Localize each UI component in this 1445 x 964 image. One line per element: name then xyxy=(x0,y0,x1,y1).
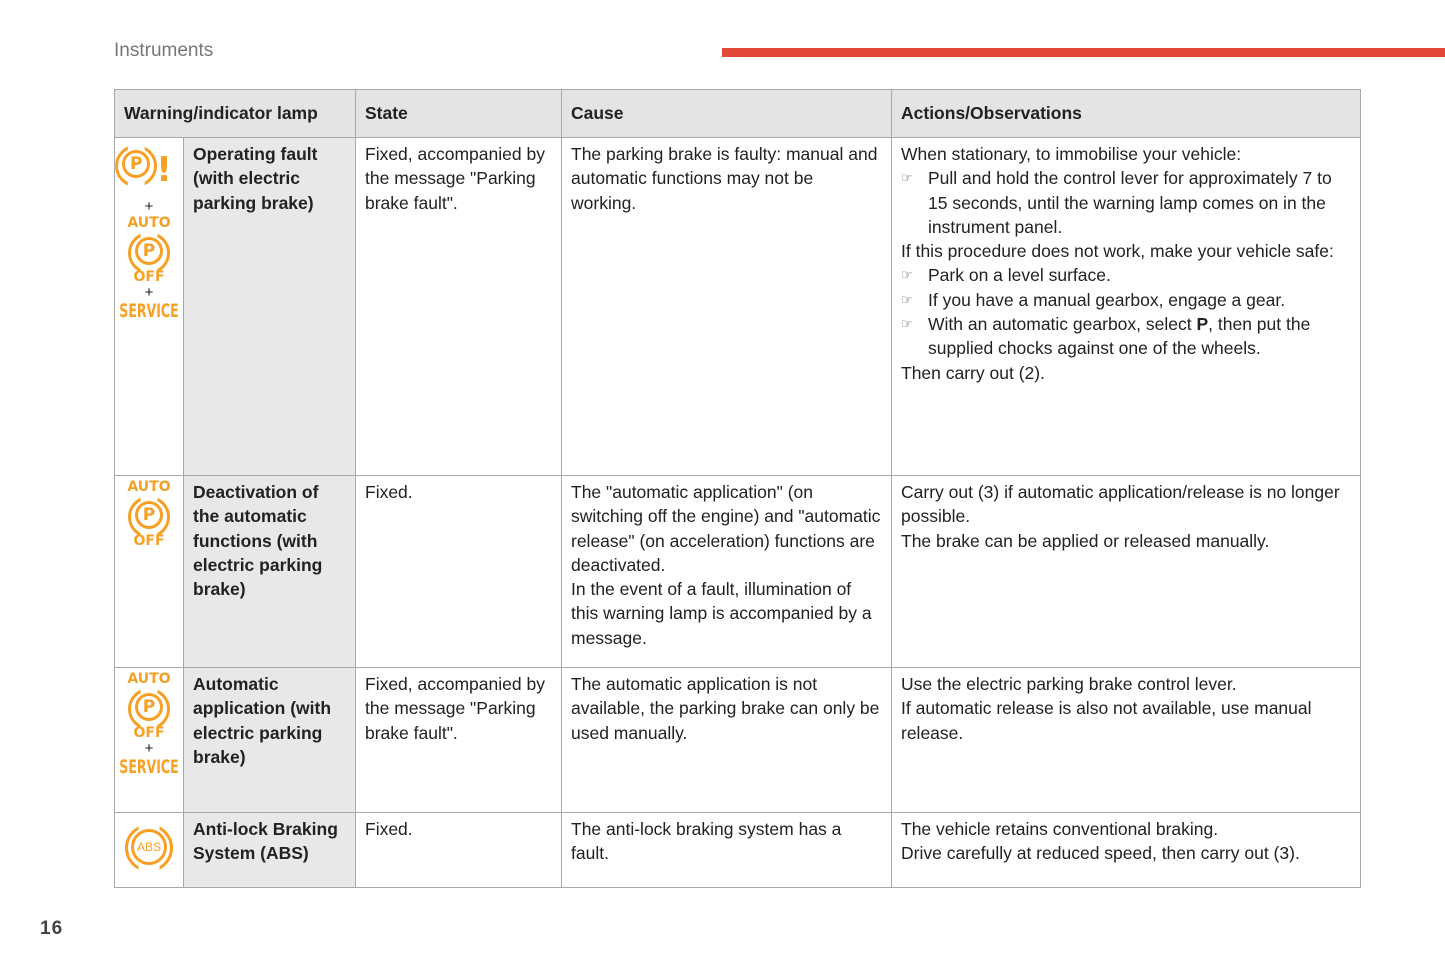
lamp-cause: The parking brake is faulty: manual and automatic functions may not be working. xyxy=(562,138,892,476)
table-row xyxy=(115,668,1361,813)
table-row xyxy=(115,813,1361,888)
pointing-hand-icon xyxy=(901,263,928,287)
lamp-cause: The automatic application is not available, the parking brake can only be used manually. xyxy=(562,668,892,813)
section-title: Instruments xyxy=(114,40,214,61)
abs-icon: ABS xyxy=(131,829,167,865)
lamp-actions: Carry out (3) if automatic application/release is no longer possible. The brake can be applied or released manually. xyxy=(892,476,1361,668)
plus-sign: + xyxy=(144,740,154,757)
page-number: 16 xyxy=(40,918,64,939)
lamp-state: Fixed. xyxy=(356,813,562,888)
action-step: ☞ With an automatic gearbox, select P, then put the supplied chocks against one of the wheels. xyxy=(901,312,1351,361)
lamp-cause: The anti-lock braking system has a fault. xyxy=(562,813,892,888)
lamp-state: Fixed, accompanied by the message "Parking brake fault". xyxy=(356,668,562,813)
lamp-name: Anti-lock Braking System (ABS) xyxy=(184,813,356,888)
header-cause: Cause xyxy=(562,90,892,138)
pointing-hand-icon xyxy=(901,288,928,312)
lamp-icons-cell xyxy=(115,476,184,668)
lamp-state: Fixed, accompanied by the message "Parking brake fault". xyxy=(356,138,562,476)
lamp-name: Deactivation of the automatic functions (with electric parking brake) xyxy=(184,476,356,668)
lamp-actions: Use the electric parking brake control lever. If automatic release is also not available, use manual release. xyxy=(892,668,1361,813)
action-intro: When stationary, to immobilise your vehicle: xyxy=(901,144,1242,164)
table-row xyxy=(115,476,1361,668)
header-accent-bar xyxy=(722,48,1445,57)
table-row xyxy=(115,138,1361,476)
service-icon: SERVICE xyxy=(119,300,179,322)
header-actions: Actions/Observations xyxy=(892,90,1361,138)
pointing-hand-icon xyxy=(901,312,928,361)
lamp-icons-cell xyxy=(115,668,184,813)
service-icon: SERVICE xyxy=(119,756,179,778)
lamp-actions xyxy=(892,138,1361,476)
header-lamp: Warning/indicator lamp xyxy=(115,90,356,138)
lamp-icons-cell xyxy=(115,813,184,888)
plus-sign: + xyxy=(144,284,154,301)
lamp-name: Automatic application (with electric parking brake) xyxy=(184,668,356,813)
auto-off-parking-icon: AUTO P OFF xyxy=(127,479,171,549)
action-text: Then carry out (2). xyxy=(901,362,1045,383)
header-state: State xyxy=(356,90,562,138)
auto-off-parking-icon: AUTO P OFF xyxy=(127,671,171,741)
lamp-cause: The "automatic application" (on switching off the engine) and "automatic release" (on acceleration) functions are deactivated. In the event of a fault, illumination of this warning lamp is accompanied by a message. xyxy=(562,476,892,668)
action-step: ☞ Park on a level surface. xyxy=(901,263,1351,287)
plus-sign: + xyxy=(144,198,154,215)
parking-brake-fault-icon: P ! xyxy=(122,150,172,190)
lamp-actions: The vehicle retains conventional braking. Drive carefully at reduced speed, then carry out (3). xyxy=(892,813,1361,888)
lamp-state: Fixed. xyxy=(356,476,562,668)
lamp-icons-cell xyxy=(115,138,184,476)
lamp-name: Operating fault (with electric parking brake) xyxy=(184,138,356,476)
warning-lamp-table xyxy=(114,89,1361,888)
auto-off-parking-icon: AUTO P OFF xyxy=(127,215,171,285)
table-header-row xyxy=(115,90,1361,138)
action-text: If this procedure does not work, make your vehicle safe: xyxy=(901,241,1334,262)
pointing-hand-icon xyxy=(901,166,928,239)
action-step: ☞ Pull and hold the control lever for approximately 7 to 15 seconds, until the warning lamp comes on in the instrument panel. xyxy=(901,166,1351,239)
action-step: ☞ If you have a manual gearbox, engage a gear. xyxy=(901,288,1351,312)
